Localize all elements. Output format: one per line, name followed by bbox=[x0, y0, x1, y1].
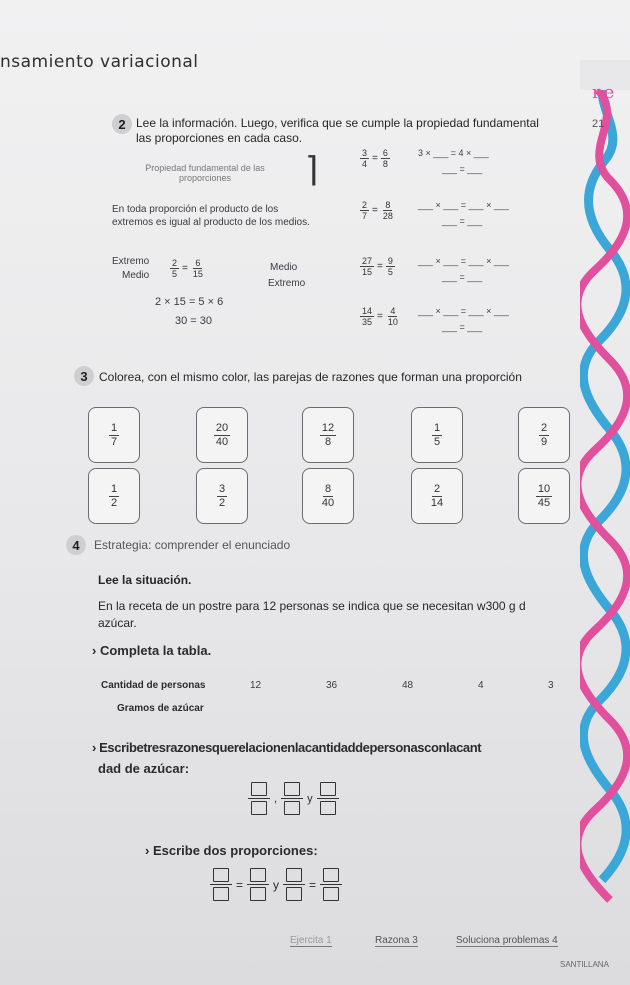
medio-right-label: Medio bbox=[270, 262, 298, 273]
activity-3-instruction: Colorea, con el mismo color, las parejas de razones que forman una proporción bbox=[99, 370, 522, 384]
section-title: nsamiento variacional bbox=[0, 52, 199, 72]
property-heading: Propiedad fundamental de las proporciones bbox=[145, 163, 265, 183]
table-cell: 36 bbox=[326, 680, 338, 691]
footer-tab-razona: Razona 3 bbox=[375, 935, 418, 946]
property-text: En toda proporción el producto de los extremos es igual al producto de los medios. bbox=[112, 204, 310, 228]
fraction-card[interactable]: $\frac{2}{14}$ bbox=[411, 468, 463, 524]
decorative-border-strip bbox=[580, 60, 630, 930]
fraction-card[interactable]: $\frac{10}{45}$ bbox=[518, 468, 570, 524]
fraction-card[interactable]: $\frac{20}{40}$ bbox=[196, 407, 248, 463]
footer-tab-1: Ejercita 1 bbox=[290, 935, 332, 946]
example-proportion: $\frac{2}{5}$ = $\frac{6}{15}$ bbox=[172, 258, 203, 279]
product-equation: 2 × 15 = 5 × 6 bbox=[155, 296, 224, 308]
table-cell: 48 bbox=[402, 680, 414, 691]
ratios-instruction: › Escribetresrazonesquerelacionenlacantidaddepersonasconlacant bbox=[92, 740, 482, 755]
publisher-logo: SANTILLANA bbox=[560, 960, 609, 969]
activity-2-badge: 2 bbox=[112, 114, 132, 134]
fraction-card[interactable]: $\frac{3}{2}$ bbox=[196, 468, 248, 524]
bracket-icon: ⌉ bbox=[305, 151, 319, 189]
fraction-card[interactable]: $\frac{1}{5}$ bbox=[411, 407, 463, 463]
page-number-mark: ne bbox=[592, 82, 615, 103]
proportions-instruction: › Escribe dos proporciones: bbox=[145, 843, 318, 858]
table-row-gramos-label: Gramos de azúcar bbox=[117, 703, 204, 714]
fraction-card[interactable]: $\frac{12}{8}$ bbox=[302, 407, 354, 463]
activity-3-badge: 3 bbox=[74, 366, 94, 386]
fraction-card[interactable]: $\frac{1}{2}$ bbox=[88, 468, 140, 524]
extremo-label: Extremo bbox=[112, 256, 150, 267]
situation-text: En la receta de un postre para 12 personas se indica que se necesitan w300 g d azúcar. bbox=[98, 599, 526, 630]
table-cell: 12 bbox=[250, 680, 262, 691]
table-row-personas-label: Cantidad de personas bbox=[101, 680, 206, 691]
fraction-card[interactable]: $\frac{1}{7}$ bbox=[88, 407, 140, 463]
activity-4-badge: 4 bbox=[66, 535, 86, 555]
fraction-card[interactable]: $\frac{8}{40}$ bbox=[302, 468, 354, 524]
result-equation: 30 = 30 bbox=[175, 315, 213, 327]
page-number: 21 bbox=[592, 118, 605, 130]
extremo-right-label: Extremo bbox=[268, 278, 306, 289]
ratios-instruction-cont: dad de azúcar: bbox=[98, 761, 190, 776]
complete-table-instruction: › Completa la tabla. bbox=[92, 643, 212, 658]
three-ratio-boxes[interactable]: , y bbox=[248, 782, 339, 815]
activity-2-instruction: Lee la información. Luego, verifica que se cumple la propiedad fundamental las proporciones en cada caso. bbox=[136, 116, 539, 145]
two-proportion-boxes[interactable]: = y = bbox=[210, 868, 342, 901]
table-cell: 4 bbox=[478, 680, 484, 691]
fraction-card[interactable]: $\frac{2}{9}$ bbox=[518, 407, 570, 463]
worksheet-page: ne 21 nsamiento variacional 2 Lee la información. Luego, verifica que se cumple la propiedad fundamental las proporciones en cada caso. Propiedad fundamental de las proporciones ⌉ En toda proporción el producto de los extremos es igual al producto de los medios. Extremo Medio $\frac{2}{5}$ = $\frac{6}{15}$ Medio Extremo 2 × 15 = 5 × 6 30 = 30 $\frac{3}{4}$ = $\frac{6}{8}$ 3 × ___ = 4 × ___ ___ = ___ $\frac{2}{7}$ = $\frac{8}{28}$ ___ × ___ = ___ × ___ ___ = ___ $\frac{27}{15}$ = $\frac{9}{5}$ ___ × ___ = ___ × ___ ___ = ___ $\frac{14}{35}$ = $\frac{4}{10}$ ___ × ___ = ___ × ___ ___ = ___ 3 Colorea, con el mismo color, las parejas de razones que forman una proporción $\frac{1}{7}$ $\frac{20}{40}$ $\frac{12}{8}$ $\frac{1}{5}$ $\frac{2}{9}$ $\frac{1}{2}$ $\frac{3}{2}$ $\frac{8}{40}$ $\frac{2}{14}$ $\frac{10}{45}$ 4 Estrategia: comprender el enunciado Lee la situación. En la receta de un postre para 12 personas se indica que se necesitan w300 g d azúcar. › Completa la tabla. Cantidad de personas 12 36 48 4 3 Gramos de azúcar › Escribetresrazonesquerelacionenlacantidaddepersonasconlacant dad de azúcar: , y › Escribe dos proporciones: = y = Ejercita 1 Razona 3 Soluciona problemas 4 SANTILLANA bbox=[0, 0, 630, 985]
strategy-title: Estrategia: comprender el enunciado bbox=[94, 538, 291, 552]
table-cell: 3 bbox=[548, 680, 554, 691]
medio-label: Medio bbox=[122, 270, 150, 281]
footer-tab-soluciona: Soluciona problemas 4 bbox=[456, 935, 558, 946]
situation-heading: Lee la situación. bbox=[98, 573, 192, 587]
